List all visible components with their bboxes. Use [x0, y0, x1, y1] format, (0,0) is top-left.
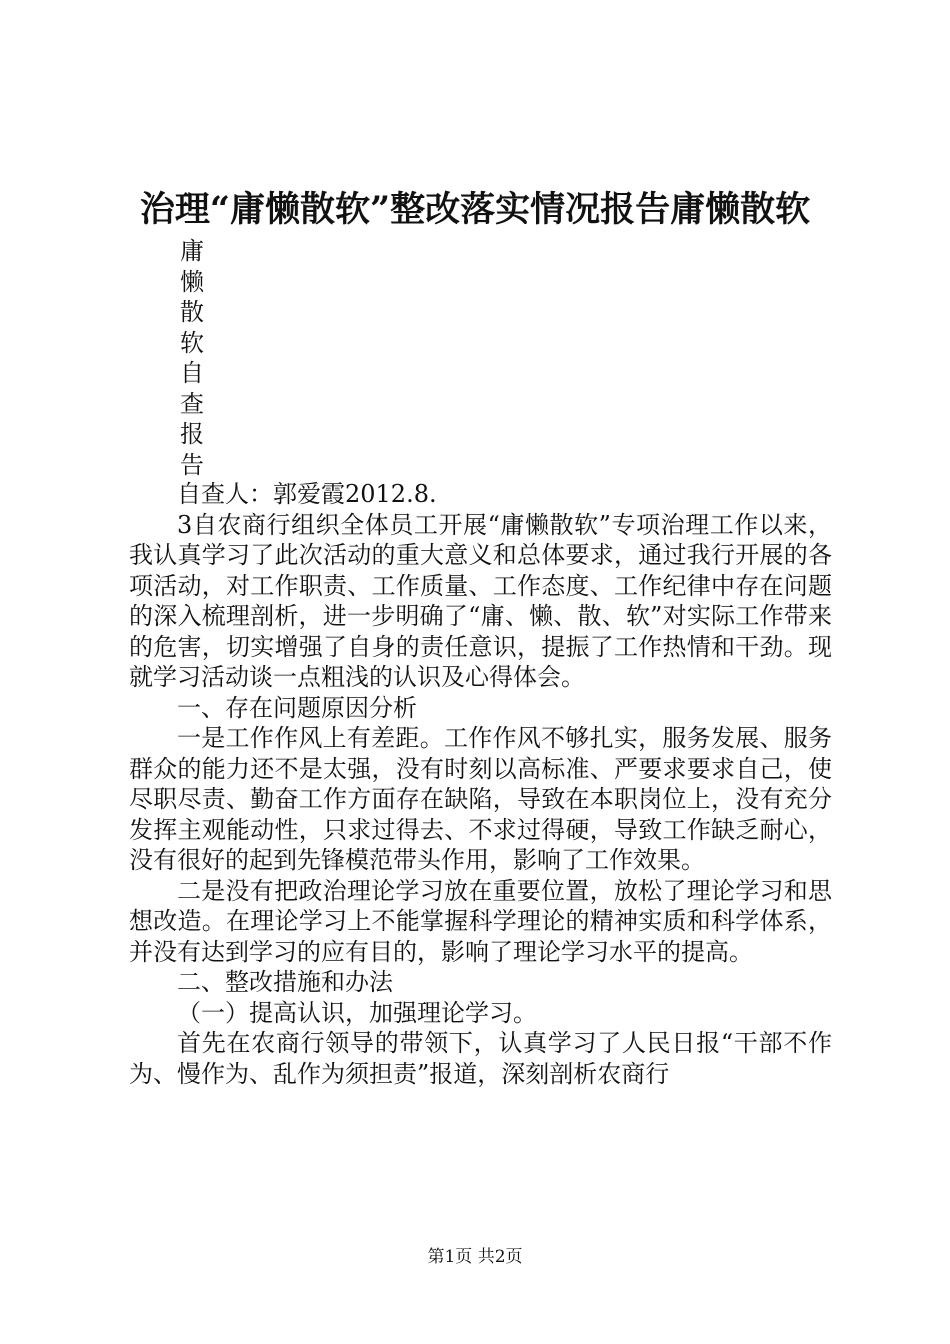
section-heading: 二、整改措施和办法: [177, 968, 393, 996]
subsection-heading: （一）提高认识，加强理论学习。: [177, 998, 537, 1027]
author-line: 自查人：郭爱霞2012.8.: [177, 480, 437, 508]
paragraph: 二是没有把政治理论学习放在重要位置，放松了理论学习和思想改造。在理论学习上不能掌握科学理论的精神实质和科学体系，并没有达到学习的应有目的，影响了理论学习水平的提高。: [129, 876, 832, 966]
vertical-char: 懒: [180, 267, 204, 296]
document-body: [129, 479, 832, 1089]
vertical-char: 自: [180, 359, 204, 387]
paragraph: 3自农商行组织全体员工开展“庸懒散软”专项治理工作以来，我认真学习了此次活动的重大意义和总体要求，通过我行开展的各项活动，对工作职责、工作质量、工作态度、工作纪律中存在问题的深入梳理剖析，进一步明确了“庸、懒、散、软”对实际工作带来的危害，切实增强了自身的责任意识，提振了工作热情和干劲。现就学习活动谈一点粗浅的认识及心得体会。: [129, 510, 832, 691]
document-title: 治理“庸懒散软”整改落实情况报告庸懒散软: [139, 189, 811, 230]
vertical-char: 软: [180, 328, 204, 357]
paragraph: 一是工作作风上有差距。工作作风不够扎实，服务发展、服务群众的能力还不是太强，没有时刻以高标准、严要求要求自己，使尽职尽责、勤奋工作方面存在缺陷，导致在本职岗位上，没有充分发挥主观能动性，只求过得去、不求过得硬，导致工作缺乏耐心，没有很好的起到先锋模范带头作用，影响了工作效果。: [129, 724, 832, 874]
page-footer: 第1页 共2页: [427, 1247, 523, 1267]
vertical-heading: [180, 236, 210, 480]
section-heading: 一、存在问题原因分析: [177, 693, 417, 722]
vertical-char: 报: [180, 420, 204, 448]
vertical-char: 查: [180, 389, 204, 418]
vertical-char: 告: [180, 450, 204, 479]
vertical-char: 庸: [180, 237, 204, 265]
paragraph: 首先在农商行领导的带领下，认真学习了人民日报“干部不作为、慢作为、乱作为须担责”报道，深刻剖析农商行: [129, 1029, 832, 1088]
vertical-char: 散: [180, 298, 204, 326]
